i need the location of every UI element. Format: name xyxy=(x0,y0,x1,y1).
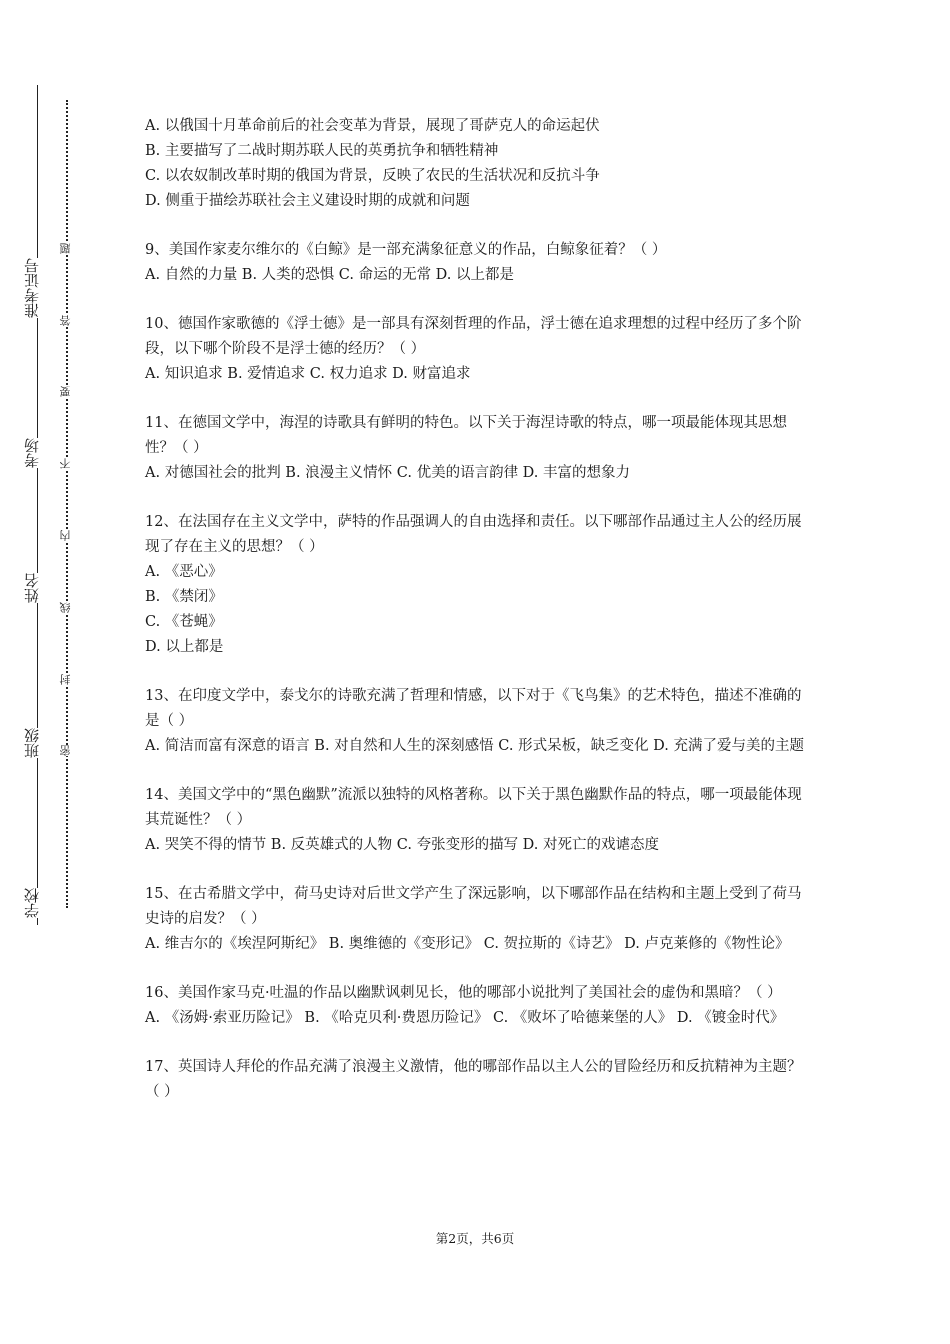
continued-question-options xyxy=(145,114,813,214)
question-stem: 9、美国作家麦尔维尔的《白鲸》是一部充满象征意义的作品，白鲸象征着？（ ） xyxy=(145,242,667,258)
exam-room-label: 考场 xyxy=(24,438,50,468)
option: A. 《恶心》 xyxy=(145,564,223,580)
question-17 xyxy=(145,1055,813,1105)
option: A. 知识追求 B. 爱情追求 C. 权力追求 D. 财富追求 xyxy=(145,366,471,382)
question-stem: 15、在古希腊文学中，荷马史诗对后世文学产生了深远影响，以下哪部作品在结构和主题上受到了荷马史诗的启发？（ ） xyxy=(145,886,802,927)
option: B. 《禁闭》 xyxy=(145,589,223,605)
seal-char: 线 xyxy=(59,602,72,613)
question-stem: 14、美国文学中的“黑色幽默”流派以独特的风格著称。以下关于黑色幽默作品的特点，哪一项最能体现其荒诞性？（ ） xyxy=(145,787,802,828)
question-stem: 11、在德国文学中，海涅的诗歌具有鲜明的特色。以下关于海涅诗歌的特点，哪一项最能体现其思想性？（ ） xyxy=(145,415,787,456)
page-footer: 第2页，共6页 xyxy=(435,1231,515,1246)
question-stem: 17、英国诗人拜伦的作品充满了浪漫主义激情，他的哪部作品以主人公的冒险经历和反抗精神为主题？（ ） xyxy=(145,1059,802,1100)
option: A. 自然的力量 B. 人类的恐惧 C. 命运的无常 D. 以上都是 xyxy=(145,267,515,283)
binding-solid-line xyxy=(37,85,38,925)
seal-char: 内 xyxy=(59,530,72,541)
option: A. 以俄国十月革命前后的社会变革为背景，展现了哥萨克人的命运起伏 xyxy=(145,118,600,134)
option: B. 主要描写了二战时期苏联人民的英勇抗争和牺牲精神 xyxy=(145,143,499,159)
option: C. 《苍蝇》 xyxy=(145,614,223,630)
question-14 xyxy=(145,783,813,858)
binding-margin xyxy=(0,0,110,1344)
exam-id-label: 准考证号 xyxy=(24,258,50,318)
seal-dotted-line xyxy=(66,100,68,908)
seal-char: 答 xyxy=(59,315,72,326)
question-9 xyxy=(145,238,813,288)
seal-char: 不 xyxy=(59,458,72,469)
question-10 xyxy=(145,312,813,387)
question-stem: 12、在法国存在主义文学中，萨特的作品强调人的自由选择和责任。以下哪部作品通过主人公的经历展现了存在主义的思想？（ ） xyxy=(145,514,802,555)
seal-char: 要 xyxy=(59,386,72,397)
question-13 xyxy=(145,684,813,759)
question-12 xyxy=(145,510,813,660)
seal-char: 题 xyxy=(59,243,72,254)
seal-char: 密 xyxy=(59,745,72,756)
name-label: 姓名 xyxy=(24,573,50,603)
school-label: 学校 xyxy=(24,888,50,918)
option: A. 哭笑不得的情节 B. 反英雄式的人物 C. 夸张变形的描写 D. 对死亡的戏谑态度 xyxy=(145,837,660,853)
option: D. 侧重于描绘苏联社会主义建设时期的成就和问题 xyxy=(145,193,470,209)
seal-char: 封 xyxy=(59,674,72,685)
option: C. 以农奴制改革时期的俄国为背景，反映了农民的生活状况和反抗斗争 xyxy=(145,168,600,184)
option: A. 维吉尔的《埃涅阿斯纪》 B. 奥维德的《变形记》 C. 贺拉斯的《诗艺》 D. 卢克莱修的《物性论》 xyxy=(145,936,790,952)
question-list xyxy=(145,114,813,1105)
question-stem: 13、在印度文学中，泰戈尔的诗歌充满了哲理和情感，以下对于《飞鸟集》的艺术特色，描述不准确的是（ ） xyxy=(145,688,802,729)
option: D. 以上都是 xyxy=(145,639,224,655)
option: A. 对德国社会的批判 B. 浪漫主义情怀 C. 优美的语言韵律 D. 丰富的想象力 xyxy=(145,465,631,481)
question-stem: 10、德国作家歌德的《浮士德》是一部具有深刻哲理的作品，浮士德在追求理想的过程中经历了多个阶段，以下哪个阶段不是浮士德的经历？（ ） xyxy=(145,316,802,357)
option: A. 简洁而富有深意的语言 B. 对自然和人生的深刻感悟 C. 形式呆板，缺乏变化 D. 充满了爱与美的主题 xyxy=(145,738,805,754)
question-16 xyxy=(145,981,813,1031)
question-stem: 16、美国作家马克·吐温的作品以幽默讽刺见长，他的哪部小说批判了美国社会的虚伪和黑暗？（ ） xyxy=(145,985,782,1001)
question-15 xyxy=(145,882,813,957)
option: A. 《汤姆·索亚历险记》 B. 《哈克贝利·费恩历险记》 C. 《败坏了哈德莱堡的人》 D. 《镀金时代》 xyxy=(145,1010,785,1026)
question-11 xyxy=(145,411,813,486)
class-label: 班级 xyxy=(24,728,50,758)
